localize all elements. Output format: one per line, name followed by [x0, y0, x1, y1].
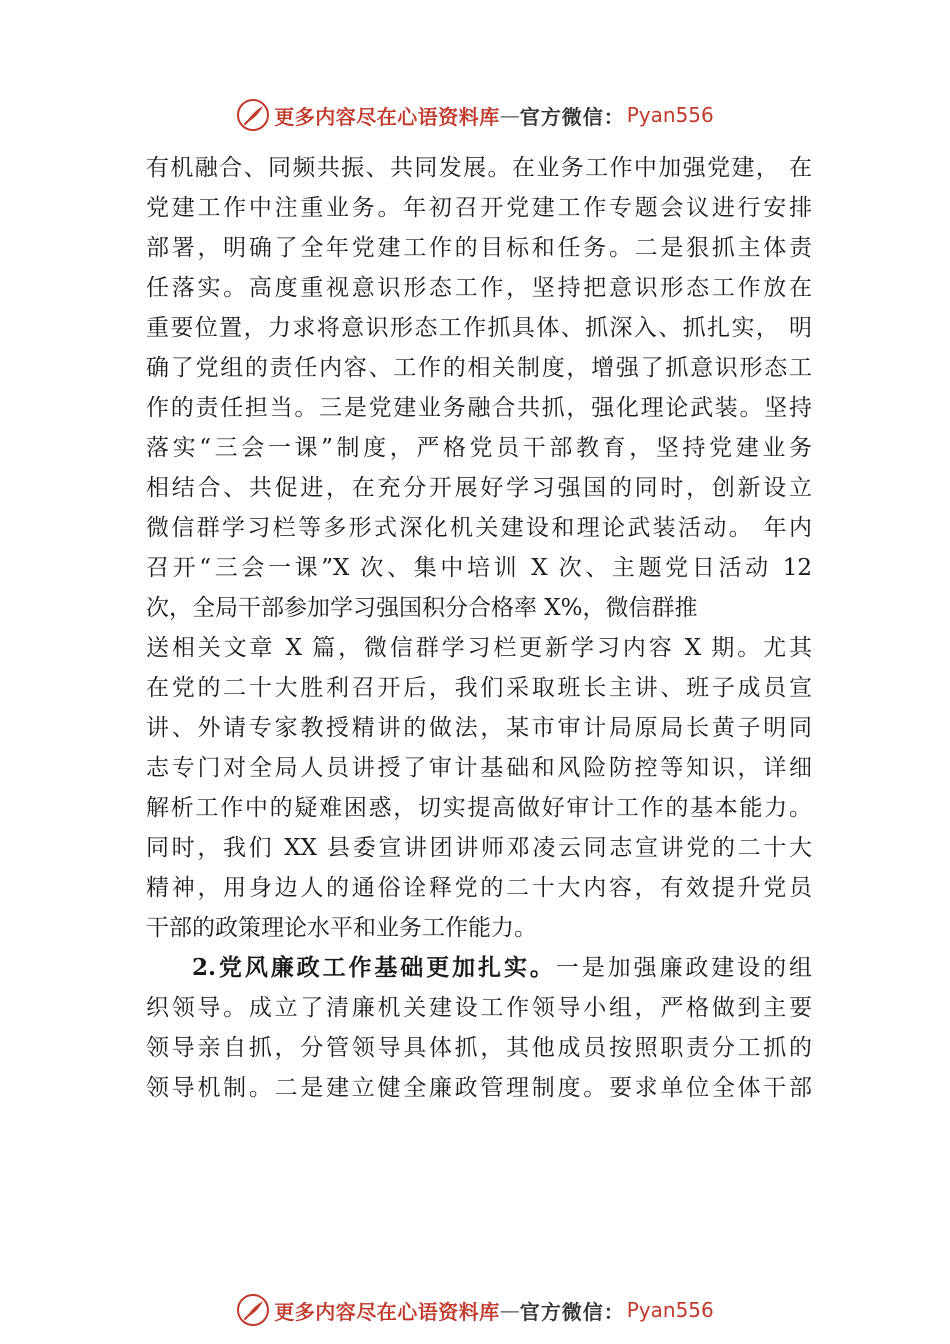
- text-line: 微信群学习栏等多形式深化机关建设和理论武装活动。 年内: [146, 515, 812, 541]
- watermark-red-text: 更多内容尽在心语资料库: [274, 1299, 500, 1324]
- text-line: 领导亲自抓，分管领导具体抓，其他成员按照职责分工抓的: [146, 1035, 812, 1061]
- document-body: [146, 148, 812, 1108]
- text-line: 任落实。高度重视意识形态工作，坚持把意识形态工作放在: [146, 275, 812, 301]
- paragraph-2: [146, 948, 812, 1108]
- feather-logo-icon: [236, 1293, 270, 1327]
- watermark-wechat-id: Pyan556: [626, 103, 714, 127]
- text-line: 在党的二十大胜利召开后，我们采取班长主讲、班子成员宣: [146, 675, 812, 701]
- text-line: 解析工作中的疑难困惑，切实提高做好审计工作的基本能力。: [146, 795, 812, 821]
- feather-logo-icon: [236, 98, 270, 132]
- watermark-banner-top: [0, 95, 950, 135]
- text-line: 党建工作中注重业务。年初召开党建工作专题会议进行安排: [146, 195, 812, 221]
- text-line: 讲、外请专家教授精讲的做法，某市审计局原局长黄子明同: [146, 715, 812, 741]
- text-line: 确了党组的责任内容、工作的相关制度，增强了抓意识形态工: [146, 355, 812, 381]
- text-line: 送相关文章 X 篇，微信群学习栏更新学习内容 X 期。尤其: [146, 635, 812, 661]
- watermark-red-text: 更多内容尽在心语资料库: [274, 104, 500, 129]
- text-line: 重要位置，力求将意识形态工作抓具体、抓深入、抓扎实， 明: [146, 315, 812, 341]
- text-line: 召开“三会一课”X 次、集中培训 X 次、主题党日活动 12: [146, 555, 812, 581]
- text-line: 同时，我们 XX 县委宣讲团讲师邓凌云同志宣讲党的二十大: [146, 835, 812, 861]
- text-line: 志专门对全局人员讲授了审计基础和风险防控等知识，详细: [146, 755, 812, 781]
- text-line: 干部的政策理论水平和业务工作能力。: [146, 915, 537, 941]
- text-line: 领导机制。二是建立健全廉政管理制度。要求单位全体干部: [146, 1075, 812, 1101]
- text-line: 部署，明确了全年党建工作的目标和任务。二是狠抓主体责: [146, 235, 812, 261]
- text-line: 织领导。成立了清廉机关建设工作领导小组，严格做到主要: [146, 995, 812, 1021]
- watermark-wechat-id: Pyan556: [626, 1298, 714, 1322]
- watermark-wechat-label: 官方微信：: [519, 104, 625, 129]
- text-line: 次，全局干部参加学习强国积分合格率 X%，微信群推: [146, 595, 698, 621]
- paragraph-1: [146, 148, 812, 948]
- text-line: 相结合、共促进，在充分开展好学习强国的同时，创新设立: [146, 475, 812, 501]
- watermark-dash: —: [499, 1298, 520, 1322]
- watermark-dash: —: [499, 103, 520, 127]
- text-line: 落实“三会一课”制度，严格党员干部教育，坚持党建业务: [146, 435, 812, 461]
- text-line: 作的责任担当。三是党建业务融合共抓，强化理论武装。坚持: [146, 395, 812, 421]
- watermark-wechat-label: 官方微信：: [519, 1299, 625, 1324]
- section-heading: 2.党风廉政工作基础更加扎实。: [192, 954, 556, 981]
- heading-line-rest: 一是加强廉政建设的组: [555, 955, 812, 981]
- text-line: 有机融合、同频共振、共同发展。在业务工作中加强党建， 在: [146, 155, 812, 181]
- text-line: 精神，用身边人的通俗诠释党的二十大内容，有效提升党员: [146, 875, 812, 901]
- watermark-banner-bottom: [0, 1290, 950, 1330]
- text-line: [146, 948, 812, 988]
